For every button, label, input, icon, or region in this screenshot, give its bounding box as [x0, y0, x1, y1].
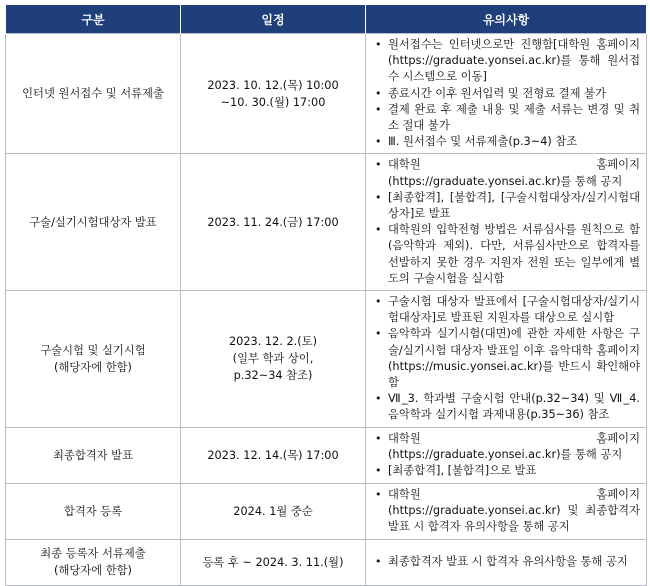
schedule-text: 2023. 12. 2.(토)	[229, 335, 317, 349]
notes-cell	[366, 539, 647, 585]
note-text: 구술시험 대상자 발표에서 [구술시험대상자/실기시험대상자]로 발표된 지원자를 대상으로 실시함	[388, 295, 640, 325]
bullet-icon: •	[375, 102, 382, 116]
bullet-icon: •	[375, 431, 382, 445]
category-text: (해당자에 한함)	[54, 360, 132, 374]
schedule-text: p.32~34 참조)	[233, 369, 313, 383]
notes-cell	[366, 483, 647, 539]
schedule-cell	[181, 483, 366, 539]
schedule-cell	[181, 539, 366, 585]
table-row	[6, 427, 647, 483]
list-item	[372, 554, 640, 570]
notes-list	[372, 487, 640, 536]
header-notes: 유의사항	[366, 5, 647, 34]
note-text: 대학원의 입학전형 방법은 서류심사를 원칙으로 함(음악학과 제외). 다만, 서류심사만으로 합격자를 선발하지 못한 경우 지원자 전원 또는 일부에게 별도의 구술시험을 실시함	[388, 223, 640, 285]
note-text: 최종합격자 발표 시 합격자 유의사항을 통해 공지	[388, 555, 628, 569]
note-text: 종료시간 이후 원서입력 및 전형료 결제 불가	[388, 86, 606, 100]
list-item	[372, 294, 640, 326]
note-text: Ⅶ_3. 학과별 구술시험 안내(p.32~34) 및 Ⅶ_4. 음악학과 실기시험 과제내용(p.35~36) 참조	[388, 392, 640, 422]
note-text: 대학원 홈페이지(https://graduate.yonsei.ac.kr) 및 최종합격자 발표 시 합격자 유의사항을 통해 공지	[388, 487, 640, 534]
list-item	[372, 222, 640, 287]
header-schedule: 일정	[181, 5, 366, 34]
list-item	[372, 102, 640, 134]
schedule-cell	[181, 154, 366, 291]
table-row	[6, 291, 647, 428]
bullet-icon: •	[375, 223, 382, 237]
note-text: 대학원 홈페이지(https://graduate.yonsei.ac.kr)를 통해 공지	[388, 431, 640, 462]
notes-cell	[366, 154, 647, 291]
schedule-cell	[181, 34, 366, 154]
bullet-icon: •	[375, 487, 382, 501]
note-text: 원서접수는 인터넷으로만 진행함[대학원 홈페이지(https://graduate.yonsei.ac.kr)를 통해 원서접수 시스템으로 이동]	[388, 38, 640, 84]
schedule-text: 2023. 10. 12.(목) 10:00	[207, 78, 339, 92]
category-text: 최종 등록자 서류제출	[40, 547, 146, 561]
notes-list	[372, 294, 640, 424]
bullet-icon: •	[375, 555, 382, 569]
bullet-icon: •	[375, 392, 382, 406]
list-item	[372, 431, 640, 463]
notes-list	[372, 157, 640, 287]
category-cell	[6, 427, 181, 483]
list-item	[372, 391, 640, 423]
table-row	[6, 34, 647, 154]
bullet-icon: •	[375, 295, 382, 309]
table-body	[6, 34, 647, 586]
list-item	[372, 487, 640, 536]
list-item	[372, 37, 640, 86]
schedule-text: 2023. 11. 24.(금) 17:00	[207, 215, 339, 229]
schedule-cell	[181, 427, 366, 483]
category-text: (해당자에 한함)	[54, 564, 132, 578]
schedule-text: (일부 학과 상이,	[232, 352, 314, 366]
category-text: 구술시험 및 실기시험	[40, 343, 146, 357]
bullet-icon: •	[375, 158, 382, 172]
table-row	[6, 154, 647, 291]
bullet-icon: •	[375, 86, 382, 100]
list-item	[372, 86, 640, 102]
notes-cell	[366, 34, 647, 154]
category-cell	[6, 34, 181, 154]
schedule-text: 등록 후 ~ 2024. 3. 11.(월)	[202, 555, 344, 569]
list-item	[372, 190, 640, 222]
note-text: Ⅲ. 원서접수 및 서류제출(p.3~4) 참조	[388, 135, 578, 149]
note-text: [최종합격], [불합격], [구술시험대상자/실기시험대상자]로 발표	[388, 190, 640, 221]
category-cell	[6, 539, 181, 585]
schedule-table	[5, 5, 647, 586]
list-item	[372, 463, 640, 479]
schedule-text: 2023. 12. 14.(목) 17:00	[207, 448, 339, 462]
list-item	[372, 157, 640, 189]
notes-cell	[366, 291, 647, 428]
category-text: 구술/실기시험대상자 발표	[29, 215, 157, 229]
note-text: [최종합격], [불합격]으로 발표	[388, 464, 537, 478]
bullet-icon: •	[375, 135, 382, 149]
list-item	[372, 134, 640, 150]
note-text: 음악학과 실기시험(대면)에 관한 자세한 사항은 구술/실기시험 대상자 발표일 이후 음악대학 홈페이지(https://music.yonsei.ac.kr)를 반드시 확인해야 함	[388, 327, 640, 390]
notes-list	[372, 431, 640, 480]
category-text: 합격자 등록	[63, 504, 123, 518]
notes-cell	[366, 427, 647, 483]
schedule-text: ~10. 30.(월) 17:00	[220, 95, 326, 109]
header-category: 구분	[6, 5, 181, 34]
table-row	[6, 539, 647, 585]
header-row	[6, 5, 647, 34]
bullet-icon: •	[375, 38, 382, 51]
schedule-text: 2024. 1월 중순	[233, 504, 313, 518]
category-cell	[6, 291, 181, 428]
bullet-icon: •	[375, 327, 382, 341]
bullet-icon: •	[375, 190, 382, 204]
notes-list	[372, 37, 640, 150]
notes-list	[372, 554, 640, 570]
bullet-icon: •	[375, 464, 382, 478]
note-text: 대학원 홈페이지(https://graduate.yonsei.ac.kr)를 통해 공지	[388, 158, 640, 188]
list-item	[372, 326, 640, 391]
table-row	[6, 483, 647, 539]
note-text: 결제 완료 후 제출 내용 및 제출 서류는 변경 및 취소 절대 불가	[388, 102, 640, 133]
category-text: 최종합격자 발표	[53, 448, 133, 462]
schedule-cell	[181, 291, 366, 428]
category-cell	[6, 154, 181, 291]
category-text: 인터넷 원서접수 및 서류제출	[22, 87, 164, 101]
category-cell	[6, 483, 181, 539]
